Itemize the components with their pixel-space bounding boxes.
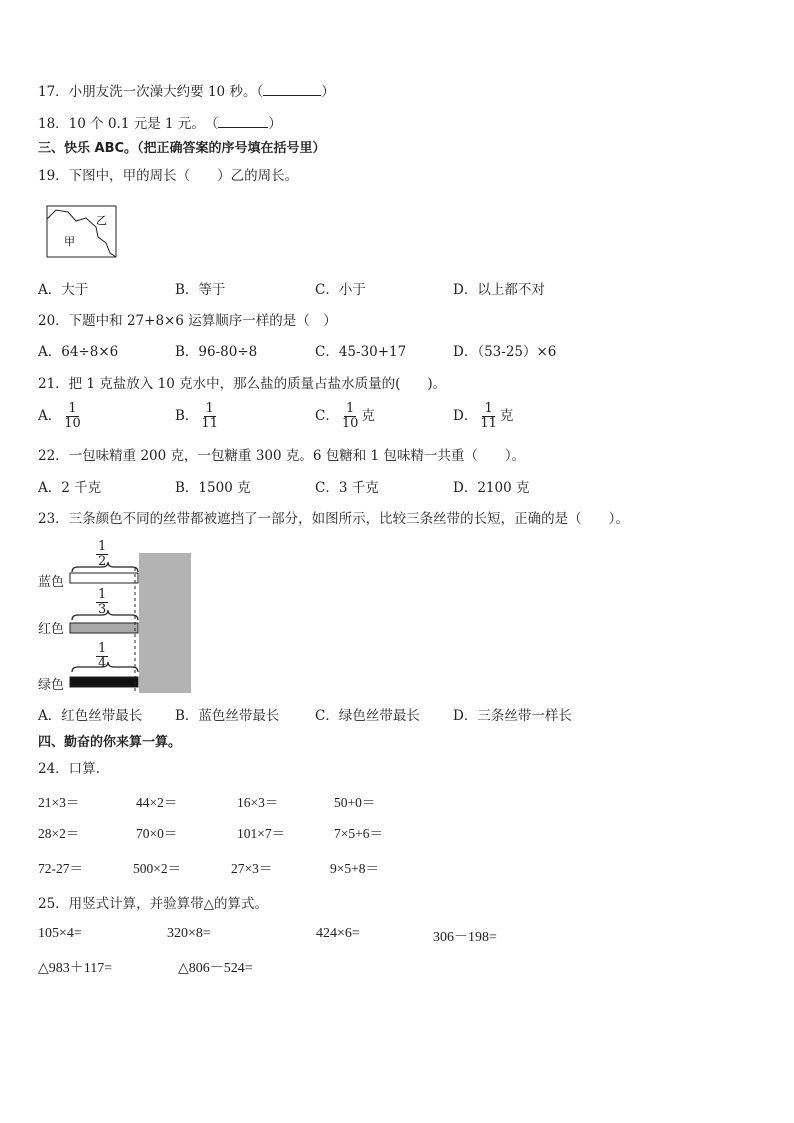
ribbon-drawing [60,550,195,695]
q21-option-d[interactable]: D． $\frac{1}{11}$ 克 [453,401,514,431]
vertical-calc-item: 320×8= [167,926,211,941]
answer-blank[interactable] [218,115,268,128]
question-17: 17．小朋友洗一次澡大约要 10 秒。（ ） [38,84,335,100]
fraction: $\frac{1}{10}$ [341,401,359,431]
oral-calc-item: 16×3＝ [237,795,279,810]
ribbon-blue [70,573,138,583]
vertical-calc-item: 306－198= [433,930,497,945]
answer-blank[interactable] [263,83,321,96]
oral-calc-item: 21×3＝ [38,795,80,810]
oral-calc-item: 101×7＝ [237,826,286,841]
q20-option-d[interactable]: D．（53-25）×6 [453,344,557,360]
vertical-calc-item: 424×6= [316,926,360,941]
ribbon-green [70,677,138,687]
figure-label-yi: 乙 [96,214,107,227]
brace-blue [72,562,138,572]
cover-block [139,553,191,693]
oral-calc-item: 27×3＝ [231,861,273,876]
q22-option-c[interactable]: C．3 千克 [315,480,379,496]
question-19-stem: 19．下图中，甲的周长（ ）乙的周长。 [38,168,299,184]
question-18: 18．10 个 0.1 元是 1 元。 （ ） [38,116,282,132]
question-23-stem: 23．三条颜色不同的丝带都被遮挡了一部分，如图所示，比较三条丝带的长短，正确的是（ ）。 [38,511,629,527]
q20-option-b[interactable]: B．96-80÷8 [175,344,258,360]
q22-option-d[interactable]: D．2100 克 [453,480,530,496]
vertical-calc-item-check: △983＋117= [38,961,113,976]
q21-option-a[interactable]: A． $\frac{1}{10}$ [38,401,81,431]
ribbon-fraction-green: $\frac{1}{4}$ [98,641,107,671]
q21-option-c[interactable]: C． $\frac{1}{10}$ 克 [315,401,375,431]
oral-calc-item: 50+0＝ [334,795,376,810]
ribbon-label-green: 绿色 [38,678,65,693]
oral-calc-item: 28×2＝ [38,826,80,841]
question-20-stem: 20．下题中和 27+8×6 运算顺序一样的是（ ） [38,313,337,329]
oral-calc-item: 9×5+8＝ [330,861,379,876]
q23-option-d[interactable]: D．三条丝带一样长 [453,708,572,724]
ribbon-label-blue: 蓝色 [38,575,65,590]
q19-option-a[interactable]: A．大于 [38,282,89,298]
oral-calc-item: 44×2＝ [136,795,178,810]
fraction: $\frac{1}{11}$ [201,401,218,431]
vertical-calc-item: 105×4= [38,926,82,941]
oral-calc-item: 72-27＝ [38,861,83,876]
oral-calc-item: 500×2＝ [133,861,182,876]
question-21-stem: 21．把 1 克盐放入 10 克水中，那么盐的质量占盐水质量的( )。 [38,376,447,392]
perimeter-figure [46,205,118,259]
brace-green [72,662,138,672]
ribbon-red [70,623,138,633]
ribbon-fraction-red: $\frac{1}{3}$ [98,587,107,617]
q21-option-b[interactable]: B． $\frac{1}{11}$ [175,401,218,431]
q23-option-a[interactable]: A．红色丝带最长 [38,708,143,724]
q22-option-b[interactable]: B．1500 克 [175,480,251,496]
q23-option-c[interactable]: C．绿色丝带最长 [315,708,420,724]
section-4-heading: 四、勤奋的你来算一算。 [38,735,182,750]
section-3-heading: 三、快乐 ABC。（把正确答案的序号填在括号里） [38,141,326,156]
ribbon-label-red: 红色 [38,622,65,637]
oral-calc-item: 7×5+6＝ [334,826,383,841]
q19-option-c[interactable]: C．小于 [315,282,366,298]
q22-option-a[interactable]: A．2 千克 [38,480,102,496]
q19-option-b[interactable]: B．等于 [175,282,226,298]
figure-label-jia: 甲 [64,235,75,248]
vertical-calc-item-check: △806－524= [178,961,253,976]
q20-option-c[interactable]: C．45-30+17 [315,344,407,360]
question-22-stem: 22．一包味精重 200 克，一包糖重 300 克。6 包糖和 1 包味精一共重（ ）。 [38,448,526,464]
q20-option-a[interactable]: A．64÷8×6 [38,344,119,360]
q19-option-d[interactable]: D．以上都不对 [453,282,545,298]
fraction: $\frac{1}{10}$ [64,401,81,431]
oral-calc-item: 70×0＝ [136,826,178,841]
ribbon-fraction-blue: $\frac{1}{2}$ [98,539,107,569]
q23-option-b[interactable]: B．蓝色丝带最长 [175,708,280,724]
fraction: $\frac{1}{11}$ [480,401,497,431]
question-24-stem: 24．口算. [38,761,100,777]
brace-red [72,610,138,620]
question-25-stem: 25．用竖式计算，并验算带△的算式。 [38,896,269,912]
